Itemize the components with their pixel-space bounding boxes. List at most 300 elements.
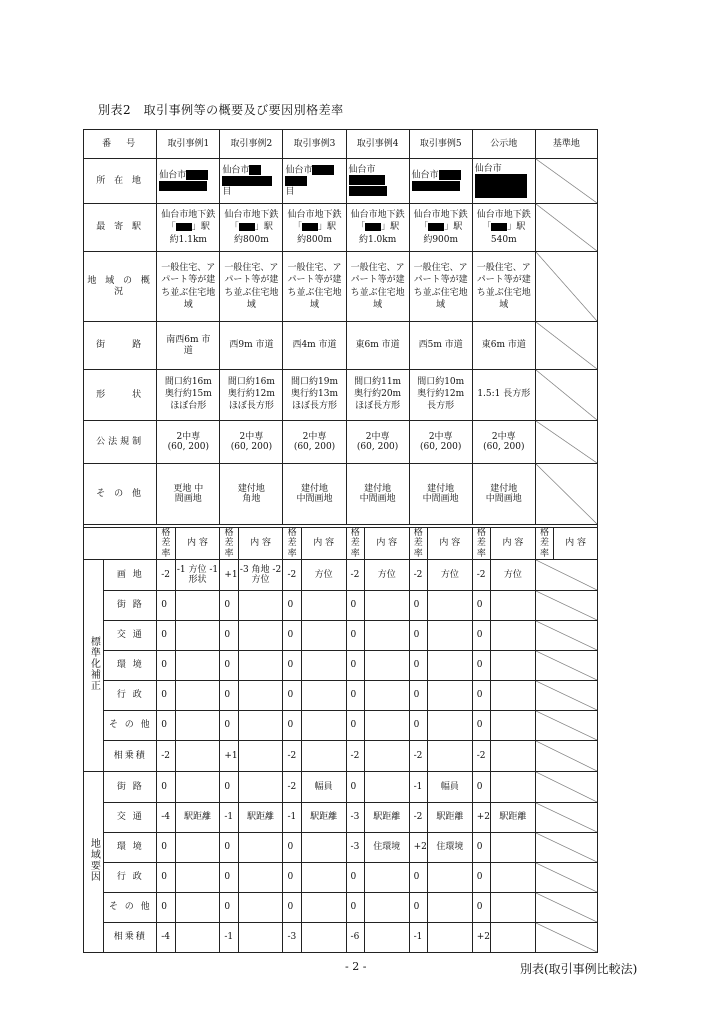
station-suffix: 」駅 [318,222,337,233]
shape-cell: 間口約10m 奥行約12m 長方形 [409,370,472,421]
rate-cell: 0 [409,621,427,651]
content-cell [175,591,220,621]
col-header: 基準地 [535,130,597,159]
content-cell: 方位 [491,560,536,591]
content-cell: 駅距離 [301,803,346,833]
empty-diagonal-cell [535,803,597,833]
rate-cell: -2 [346,560,364,591]
rate-cell: 0 [472,651,490,681]
content-cell [301,591,346,621]
factor-label: 街 路 [104,772,157,803]
empty-diagonal-cell [535,560,597,591]
group-label: 標準化補正 [88,636,100,692]
content-cell [427,741,472,772]
rate-cell: -2 [409,741,427,772]
rate-cell: +2 [409,833,427,863]
rate-cell: 0 [157,863,175,893]
factor-label: そ の 他 [104,893,157,923]
redaction-block [428,223,444,231]
empty-diagonal-cell [535,772,597,803]
content-cell [238,741,283,772]
content-cell [427,893,472,923]
content-cell [175,863,220,893]
content-cell [238,863,283,893]
table-row [84,528,598,560]
station-prefix: 仙台市地下鉄「 [476,210,531,233]
station-cell [283,204,346,252]
content-cell [364,681,409,711]
content-cell: 駅距離 [175,803,220,833]
subheader-blank [84,528,157,560]
factor-label: 画 地 [104,560,157,591]
shape-cell: 間口約16m 奥行約15m ほぼ台形 [157,370,220,421]
content-cell: 方位 [364,560,409,591]
footer-title: 別表(取引事例比較法) [520,962,638,976]
row-label-road: 街 路 [84,322,157,370]
content-cell [175,681,220,711]
content-cell [175,741,220,772]
content-cell [491,863,536,893]
rate-cell: 0 [346,772,364,803]
page-caption: 別表2 取引事例等の概要及び要因別格差率 [98,103,344,117]
rate-cell: 0 [409,893,427,923]
redaction-block [249,165,261,175]
content-cell [427,863,472,893]
content-cell [238,893,283,923]
rate-cell: 0 [472,893,490,923]
redaction-block [412,181,460,191]
area-cell: 一般住宅、アパート等が建ち並ぶ住宅地域 [283,252,346,322]
station-cell [157,204,220,252]
zoning-cell: 2中専 (60, 200) [220,421,283,464]
content-cell [238,591,283,621]
rate-cell: 0 [346,711,364,741]
content-cell [238,772,283,803]
rate-cell: -1 [220,803,238,833]
road-cell: 東6m 市道 [346,322,409,370]
content-cell [491,621,536,651]
col-header: 取引事例4 [346,130,409,159]
station-distance: 約800m [297,234,332,245]
factor-label: 街 路 [104,591,157,621]
content-cell [364,621,409,651]
rate-cell: 0 [157,591,175,621]
location-cell [157,159,220,204]
row-label-area: 地 域 の 概 況 [84,252,157,322]
factor-label: 環 境 [104,651,157,681]
content-cell [175,923,220,953]
content-subheader: 内 容 [554,528,598,560]
col-header: 取引事例5 [409,130,472,159]
rate-cell: 0 [157,772,175,803]
content-cell [175,651,220,681]
row-label-shape: 形 状 [84,370,157,421]
content-cell [238,651,283,681]
other-cell: 更地 中間画地 [157,464,220,525]
content-cell [364,651,409,681]
table-row [84,651,598,681]
content-cell [364,711,409,741]
content-cell [364,863,409,893]
location-cell [220,159,283,204]
address-prefix: 仙台市 [348,164,376,175]
redaction-block [475,174,527,198]
address-suffix: 目 [285,186,295,197]
content-cell [175,893,220,923]
content-cell [491,923,536,953]
page-number: - 2 - [345,960,367,973]
area-cell: 一般住宅、アパート等が建ち並ぶ住宅地域 [409,252,472,322]
content-cell [491,681,536,711]
content-cell: 幅員 [427,772,472,803]
empty-diagonal-cell [535,252,597,322]
redaction-block [285,176,307,186]
col-header: 取引事例1 [157,130,220,159]
redaction-block [176,223,192,231]
station-distance: 約1.1km [169,234,207,245]
rate-cell: +2 [472,923,490,953]
shape-cell: 間口約11m 奥行約20m ほぼ長方形 [346,370,409,421]
content-cell: 駅距離 [427,803,472,833]
rate-cell: 0 [220,833,238,863]
content-cell [238,923,283,953]
location-cell [409,159,472,204]
rate-cell: 0 [220,621,238,651]
content-cell [427,681,472,711]
content-subheader: 内 容 [427,528,472,560]
table-row [84,204,598,252]
rate-cell: 0 [346,591,364,621]
content-cell [364,591,409,621]
content-cell [238,833,283,863]
content-cell [427,591,472,621]
empty-diagonal-cell [535,159,597,204]
redaction-block [312,165,334,175]
comparison-table [83,129,598,953]
content-cell: 駅距離 [491,803,536,833]
rate-cell: 0 [409,681,427,711]
empty-diagonal-cell [535,322,597,370]
table-row [84,621,598,651]
table-row [84,803,598,833]
row-label-other: そ の 他 [84,464,157,525]
content-cell [491,893,536,923]
other-cell: 建付地 中間画地 [472,464,535,525]
group-label: 地域要因 [88,838,100,883]
rate-cell: 0 [157,651,175,681]
content-cell [175,772,220,803]
col-header: 公示地 [472,130,535,159]
content-cell [364,741,409,772]
address-prefix: 仙台市 [285,165,313,176]
rate-cell: 0 [157,711,175,741]
content-cell [491,772,536,803]
other-cell: 建付地 中間画地 [283,464,346,525]
table-row [84,252,598,322]
empty-diagonal-cell [535,833,597,863]
redaction-block [349,175,385,185]
station-prefix: 仙台市地下鉄「 [224,210,279,233]
rate-cell: 0 [220,681,238,711]
empty-diagonal-cell [535,893,597,923]
rate-cell: -2 [157,560,175,591]
rate-cell: 0 [346,681,364,711]
rate-cell: 0 [220,711,238,741]
rate-cell: 0 [283,711,301,741]
rate-cell: -1 [409,772,427,803]
content-cell: -1 方位 -1 形状 [175,560,220,591]
content-cell [175,711,220,741]
station-cell [472,204,535,252]
content-cell [364,893,409,923]
rate-subheader: 格差率 [409,528,427,560]
rate-cell: -2 [472,560,490,591]
empty-diagonal-cell [535,923,597,953]
rate-cell: 0 [283,893,301,923]
table-row [84,711,598,741]
empty-diagonal-cell [535,681,597,711]
rate-cell: 0 [283,621,301,651]
table-row [84,863,598,893]
factor-label: 相乗積 [104,923,157,953]
address-suffix: 目 [222,186,232,197]
road-cell: 東6m 市道 [472,322,535,370]
empty-diagonal-cell [535,651,597,681]
content-cell: 駅距離 [364,803,409,833]
table-row [84,923,598,953]
rate-cell: 0 [283,591,301,621]
content-cell [301,681,346,711]
rate-cell: -2 [409,560,427,591]
rate-subheader: 格差率 [535,528,553,560]
rate-cell: -4 [157,923,175,953]
table-row [84,681,598,711]
table-row [84,741,598,772]
rate-cell: +2 [472,803,490,833]
factor-label: 行 政 [104,863,157,893]
station-distance: 540m [490,234,517,245]
content-cell [301,711,346,741]
rate-cell: -2 [283,560,301,591]
other-cell: 建付地 角地 [220,464,283,525]
rate-cell: -1 [220,923,238,953]
rate-cell: 0 [346,651,364,681]
empty-diagonal-cell [535,711,597,741]
content-cell: 駅距離 [238,803,283,833]
station-distance: 約900m [423,234,459,245]
rate-cell: -6 [346,923,364,953]
standardization-group-label [84,560,104,772]
content-cell [301,741,346,772]
content-cell: 幅員 [301,772,346,803]
table-row [84,833,598,863]
content-cell [491,591,536,621]
address-prefix: 仙台市 [159,170,187,181]
location-cell [472,159,535,204]
rate-cell: +1 [220,741,238,772]
factor-label: 交 通 [104,621,157,651]
station-suffix: 」駅 [191,222,210,233]
rate-cell: 0 [157,621,175,651]
road-cell: 西4m 市道 [283,322,346,370]
content-cell [491,833,536,863]
rate-cell: -4 [157,803,175,833]
content-cell [364,923,409,953]
factor-label: 相乗積 [104,741,157,772]
content-cell: 住環境 [364,833,409,863]
content-subheader: 内 容 [175,528,220,560]
address-prefix: 仙台市 [411,170,439,181]
rate-cell: 0 [409,711,427,741]
redaction-block [222,176,272,186]
content-cell [301,651,346,681]
rate-cell: 0 [472,591,490,621]
content-cell [175,833,220,863]
redaction-block [159,181,207,191]
rate-cell: -3 [346,833,364,863]
other-cell: 建付地 中間画地 [346,464,409,525]
address-prefix: 仙台市 [222,165,250,176]
area-cell: 一般住宅、アパート等が建ち並ぶ住宅地域 [472,252,535,322]
zoning-cell: 2中専 (60, 200) [346,421,409,464]
content-subheader: 内 容 [238,528,283,560]
rate-cell: 0 [157,681,175,711]
rate-cell: 0 [472,711,490,741]
rate-cell: 0 [472,833,490,863]
redaction-block [365,223,381,231]
content-cell [427,711,472,741]
empty-diagonal-cell [535,863,597,893]
table-row [84,560,598,591]
content-cell: 住環境 [427,833,472,863]
content-cell [238,621,283,651]
rate-cell: 0 [346,863,364,893]
rate-subheader: 格差率 [220,528,238,560]
other-cell: 建付地 中間画地 [409,464,472,525]
factor-label: 環 境 [104,833,157,863]
content-cell [491,741,536,772]
rate-cell: 0 [157,893,175,923]
rate-cell: 0 [409,651,427,681]
redaction-block [349,186,387,196]
table-row [84,421,598,464]
factor-label: そ の 他 [104,711,157,741]
content-cell: -3 角地 -2 方位 [238,560,283,591]
col-header: 取引事例3 [283,130,346,159]
shape-cell: 1.5:1 長方形 [472,370,535,421]
zoning-cell: 2中専 (60, 200) [157,421,220,464]
station-prefix: 仙台市地下鉄「 [413,210,468,233]
rate-cell: 0 [283,681,301,711]
content-cell [301,893,346,923]
rate-subheader: 格差率 [283,528,301,560]
rate-cell: 0 [220,772,238,803]
redaction-block [239,223,255,231]
redaction-block [491,223,507,231]
rate-cell: 0 [472,772,490,803]
rate-cell: -3 [346,803,364,833]
station-cell [409,204,472,252]
col-header: 取引事例2 [220,130,283,159]
table-row [84,322,598,370]
station-suffix: 」駅 [507,222,526,233]
station-suffix: 」駅 [381,222,400,233]
location-cell [283,159,346,204]
content-cell [175,621,220,651]
content-subheader: 内 容 [364,528,409,560]
table-row [84,591,598,621]
rate-cell: -2 [346,741,364,772]
station-suffix: 」駅 [444,222,463,233]
content-cell [364,772,409,803]
empty-diagonal-cell [535,621,597,651]
address-prefix: 仙台市 [474,163,502,174]
content-cell: 方位 [301,560,346,591]
shape-cell: 間口約19m 奥行約13m ほぼ長方形 [283,370,346,421]
station-prefix: 仙台市地下鉄「 [287,210,342,233]
zoning-cell: 2中専 (60, 200) [472,421,535,464]
rate-cell: -2 [409,803,427,833]
station-distance: 約800m [234,234,269,245]
content-cell [301,621,346,651]
empty-diagonal-cell [535,421,597,464]
table-row [84,130,598,159]
zoning-cell: 2中専 (60, 200) [283,421,346,464]
table-row [84,893,598,923]
row-label-location: 所 在 地 [84,159,157,204]
content-cell [427,923,472,953]
rate-cell: -2 [283,772,301,803]
station-suffix: 」駅 [254,222,273,233]
empty-diagonal-cell [535,204,597,252]
factor-label: 交 通 [104,803,157,833]
content-cell [427,621,472,651]
road-cell: 西9m 市道 [220,322,283,370]
content-cell [491,711,536,741]
rate-cell: 0 [472,681,490,711]
station-prefix: 仙台市地下鉄「 [350,210,405,233]
rate-cell: 0 [283,651,301,681]
content-cell [301,923,346,953]
content-cell [301,833,346,863]
number-header: 番 号 [84,130,157,159]
rate-cell: 0 [157,833,175,863]
rate-cell: -2 [472,741,490,772]
zoning-cell: 2中専 (60, 200) [409,421,472,464]
rate-cell: 0 [472,863,490,893]
empty-diagonal-cell [535,464,597,525]
redaction-block [302,223,318,231]
rate-cell: 0 [472,621,490,651]
rate-cell: 0 [220,893,238,923]
empty-diagonal-cell [535,741,597,772]
area-cell: 一般住宅、アパート等が建ち並ぶ住宅地域 [220,252,283,322]
content-cell [301,863,346,893]
station-cell [346,204,409,252]
station-cell [220,204,283,252]
rate-cell: -1 [283,803,301,833]
factor-label: 行 政 [104,681,157,711]
area-cell: 一般住宅、アパート等が建ち並ぶ住宅地域 [157,252,220,322]
road-cell: 西5m 市道 [409,322,472,370]
table-row [84,370,598,421]
content-cell [238,711,283,741]
content-cell [491,651,536,681]
table-row [84,159,598,204]
row-label-station: 最 寄 駅 [84,204,157,252]
location-cell [346,159,409,204]
content-subheader: 内 容 [301,528,346,560]
